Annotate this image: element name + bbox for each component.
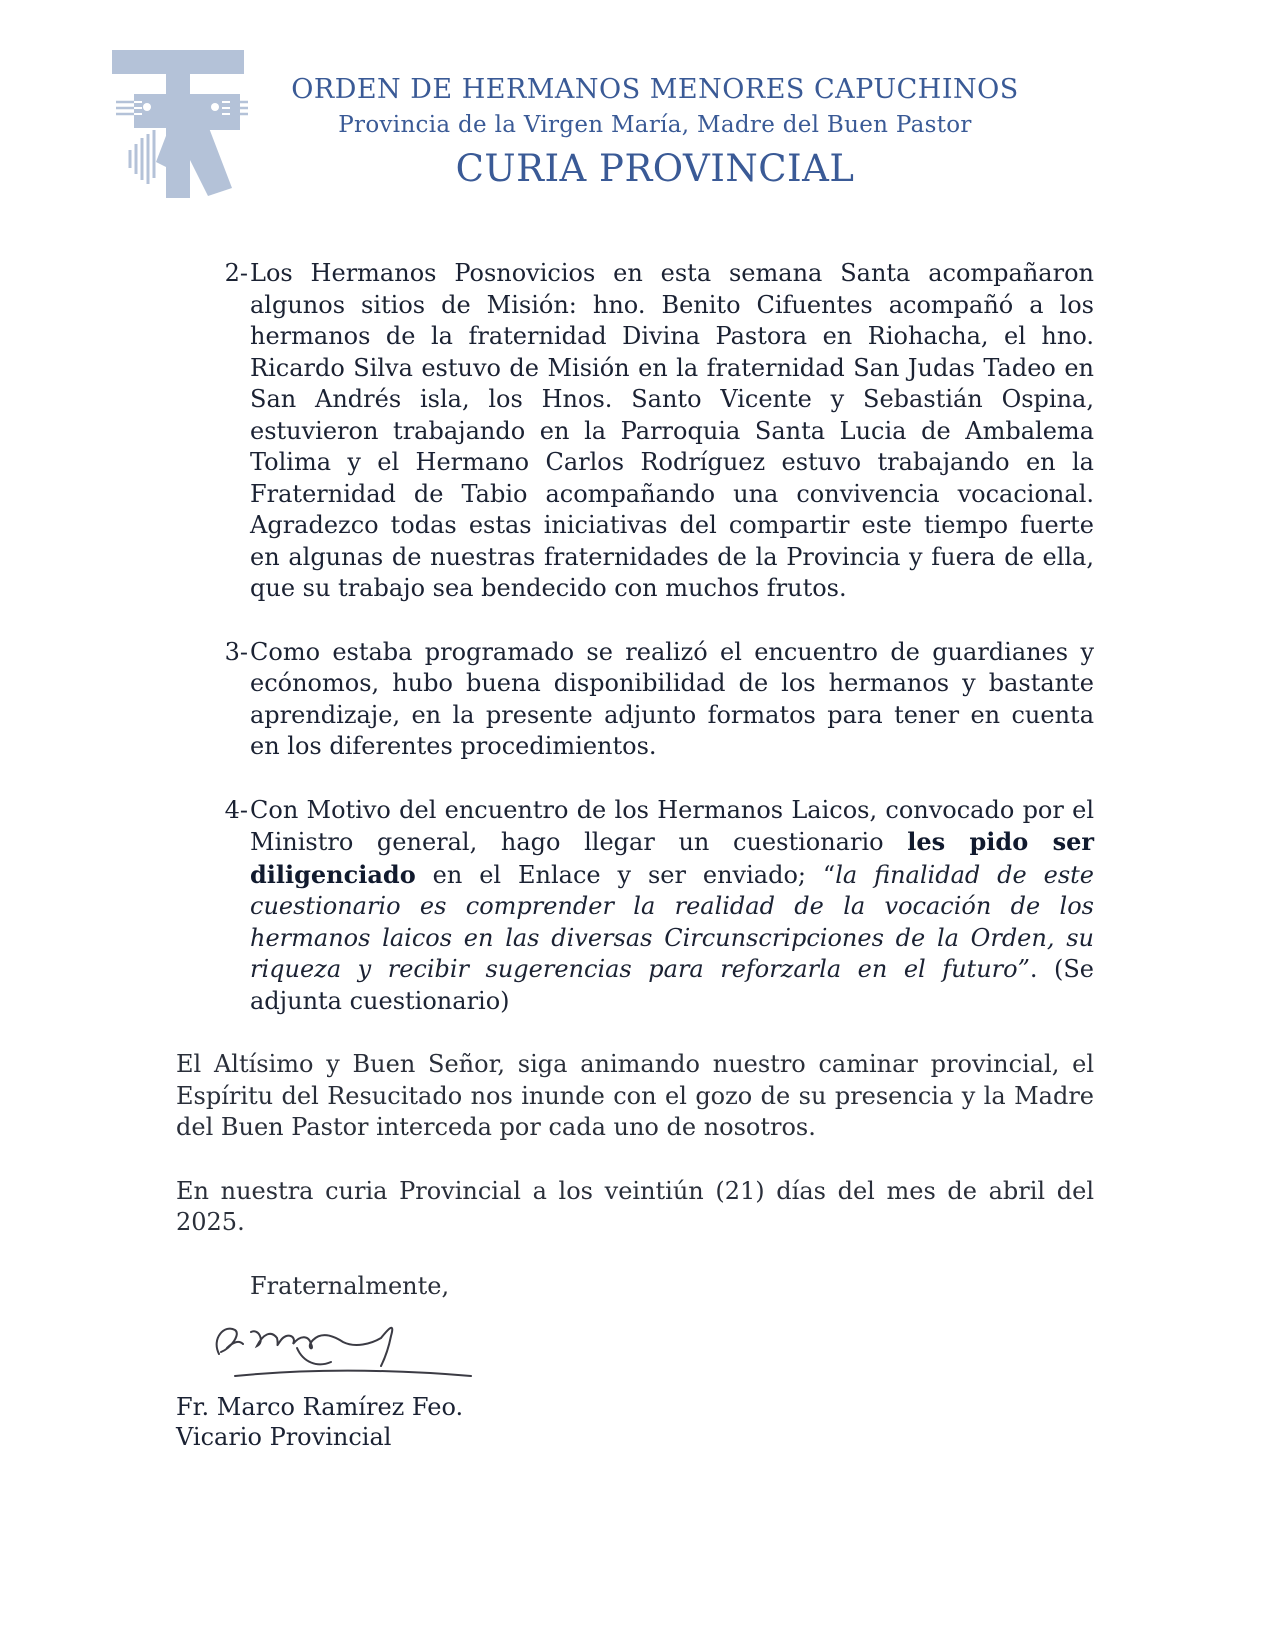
letterhead (250, 72, 1060, 194)
item-number: 4- (224, 795, 248, 824)
list-item (176, 637, 1094, 763)
item-text-part: Con Motivo del encuentro de los Hermanos Laicos, convocado por el Ministro general, hago llegar un cuestionario (250, 795, 1094, 856)
list-item (176, 258, 1094, 605)
closing-salutation: Fraternalmente, (250, 1271, 450, 1300)
order-name: ORDEN DE HERMANOS MENORES CAPUCHINOS (291, 74, 1019, 105)
item-text: Como estaba programado se realizó el encuentro de guardianes y ecónomos, hubo buena disponibilidad de los hermanos y bastante aprendizaje, en la presente adjunto formatos para tener en cuenta en los diferentes procedimientos. (250, 637, 1094, 760)
signer-role: Vicario Provincial (176, 1423, 392, 1451)
item-text-bold: les pido ser diligenciado (250, 827, 1094, 889)
item-text: Los Hermanos Posnovicios en esta semana Santa acompañaron algunos sitios de Misión: hno. Benito Cifuentes acompañó a los hermanos de la fraternidad Divina Pastora en Riohacha, el hno. Ricardo Silva estuvo de Misión en la fraternidad San Judas Tadeo en San Andrés isla, los Hnos. Santo Vicente y Sebastián Ospina, estuvieron trabajando en la Parroquia Santa Lucia de Ambalema Tolima y el Hermano Carlos Rodríguez estuvo trabajando en la Fraternidad de Tabio acompañando una convivencia vocacional. Agradezco todas estas iniciativas del compartir este tiempo fuerte en algunas de nuestras fraternidades de la Provincia y fuera de ella, que su trabajo sea bendecido con muchos frutos. (250, 259, 1094, 602)
item-number: 3- (224, 637, 248, 666)
date-paragraph: En nuestra curia Provincial a los veintiún (21) días del mes de abril del 2025. (176, 1176, 1094, 1236)
capuchin-tau-emblem-icon (112, 50, 252, 208)
item-text (250, 795, 1094, 1018)
item-text-quote: la finalidad de este cuestionario es comprender la realidad de la vocación de los hermanos laicos en las diversas Circunscripciones de la Orden, su riqueza y recibir sugerencias para reforzarla en el futuro” (250, 860, 1095, 983)
item-number: 2- (224, 259, 248, 287)
curia-title: CURIA PROVINCIAL (455, 147, 855, 190)
blessing-paragraph: El Altísimo y Buen Señor, siga animando nuestro caminar provincial, el Espíritu del Resucitado nos inunde con el gozo de su presencia y la Madre del Buen Pastor interceda por cada uno de nosotros. (176, 1050, 1094, 1141)
item-text-part: en el Enlace y ser enviado; “ (415, 860, 836, 889)
letter-body (176, 258, 1094, 1302)
list-item (176, 795, 1094, 1018)
province-name: Provincia de la Virgen María, Madre del Buen Pastor (338, 112, 972, 138)
item-text-part: . (Se adjunta cuestionario) (250, 955, 1095, 1015)
signer-name: Fr. Marco Ramírez Feo. (176, 1393, 464, 1421)
signer-block (176, 1392, 463, 1452)
handwritten-signature-icon (205, 1318, 475, 1386)
